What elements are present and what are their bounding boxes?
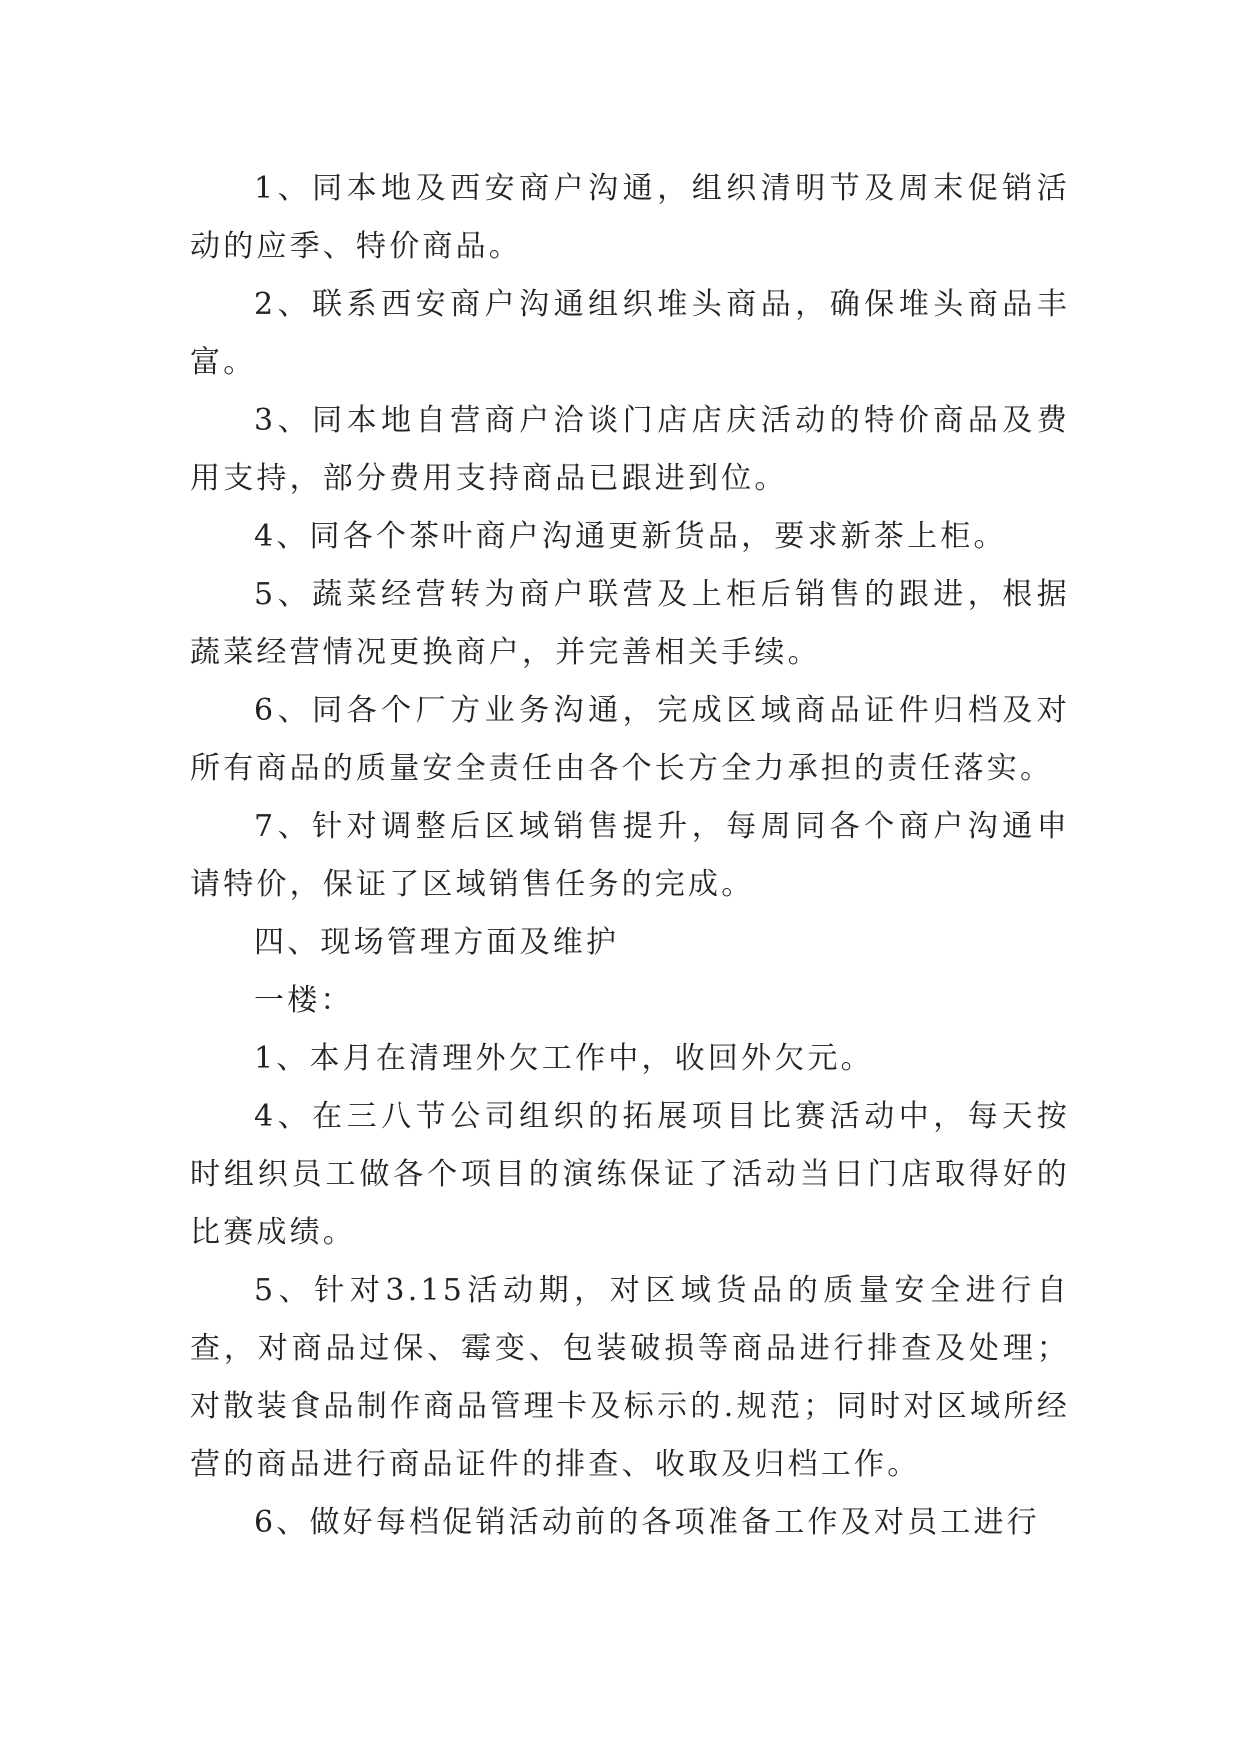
paragraph-4: 4、同各个茶叶商户沟通更新货品，要求新茶上柜。 <box>254 519 1007 554</box>
paragraph-10: 5、针对3.15活动期，对区域货品的质量安全进行自查，对商品过保、霉变、包装破损等商品进行排查及处理；对散装食品制作商品管理卡及标示的.规范；同时对区域所经营的商品进行商品证件的排查、收取及归档工作。 <box>190 1273 1070 1482</box>
section-heading: 四、现场管理方面及维护 <box>254 925 620 960</box>
paragraph-2: 2、联系西安商户沟通组织堆头商品，确保堆头商品丰富。 <box>190 287 1070 380</box>
paragraph-9: 4、在三八节公司组织的拓展项目比赛活动中，每天按时组织员工做各个项目的演练保证了活动当日门店取得好的比赛成绩。 <box>190 1099 1070 1250</box>
paragraph-7: 7、针对调整后区域销售提升，每周同各个商户沟通申请特价，保证了区域销售任务的完成。 <box>190 809 1070 902</box>
paragraph-5: 5、蔬菜经营转为商户联营及上柜后销售的跟进，根据蔬菜经营情况更换商户，并完善相关手续。 <box>190 577 1070 670</box>
subsection-heading: 一楼： <box>254 983 354 1018</box>
paragraph-3: 3、同本地自营商户洽谈门店店庆活动的特价商品及费用支持，部分费用支持商品已跟进到位。 <box>190 403 1070 496</box>
paragraph-11: 6、做好每档促销活动前的各项准备工作及对员工进行 <box>254 1505 1040 1540</box>
paragraph-6: 6、同各个厂方业务沟通，完成区域商品证件归档及对所有商品的质量安全责任由各个长方全力承担的责任落实。 <box>190 693 1070 786</box>
paragraph-1: 1、同本地及西安商户沟通，组织清明节及周末促销活动的应季、特价商品。 <box>190 171 1070 264</box>
document-body <box>190 160 1070 1552</box>
paragraph-8: 1、本月在清理外欠工作中，收回外欠元。 <box>254 1041 874 1076</box>
